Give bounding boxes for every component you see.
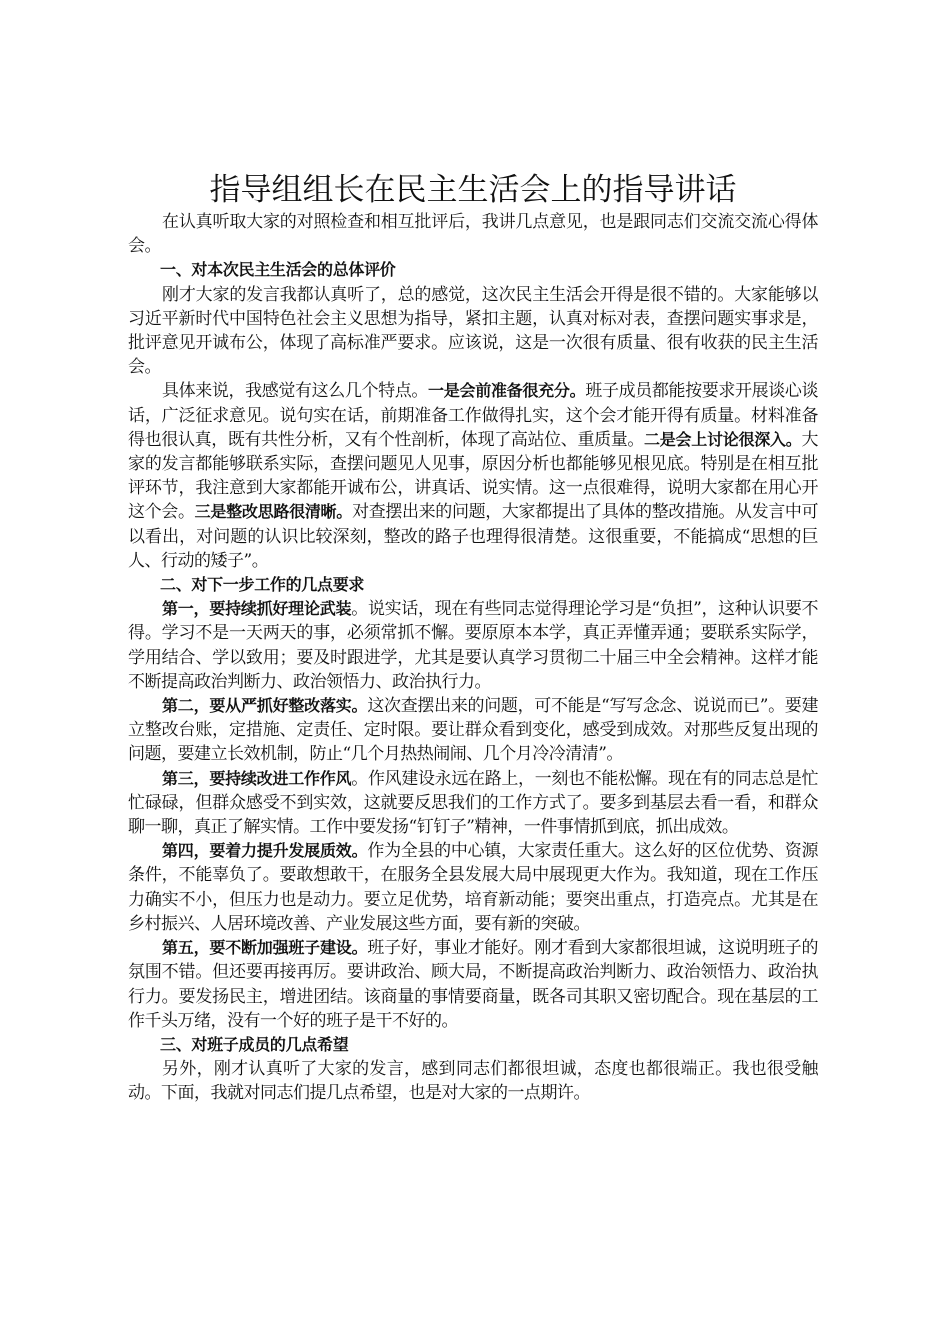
bold-lead: 第四，要着力提升发展质效。 xyxy=(162,841,368,861)
requirement-paragraph-3 xyxy=(128,767,818,840)
requirement-paragraph-2 xyxy=(128,694,818,767)
section-heading-2: 二、对下一步工作的几点要求 xyxy=(160,575,365,595)
bold-lead: 第五，要不断加强班子建设。 xyxy=(162,938,368,958)
document-page xyxy=(128,170,818,1106)
text-run: 具体来说，我感觉有这么几个特点。 xyxy=(162,381,429,402)
intro-paragraph: 在认真听取大家的对照检查和相互批评后，我讲几点意见，也是跟同志们交流交流心得体会。 xyxy=(128,212,818,257)
requirement-paragraph-4 xyxy=(128,839,818,936)
text-run: 这次查摆出来的问题，可不能是“写写念念、说说而已”。要建立整改台账，定措施、定责任、定时限。要让群众看到变化，感受到成效。对那些反复出现的问题，要建立长效机制，防止“几个月热热闹闹、几个月冷冷清清”。 xyxy=(128,696,818,765)
section-heading-3: 三、对班子成员的几点希望 xyxy=(160,1034,349,1054)
section-heading-1: 一、对本次民主生活会的总体评价 xyxy=(160,260,396,280)
bold-lead: 第一，要持续抓好理论武装 xyxy=(162,599,352,619)
bold-lead: 第二，要从严抓好整改落实。 xyxy=(162,696,368,716)
text-run: 大家的发言都能够联系实际，查摆问题见人见事，原因分析也都能够见根见底。特别是在相互批评环节，我注意到大家都能开诚布公，讲真话、说实情。这一点很难得，说明大家都在用心开这个会。 xyxy=(128,429,818,523)
bold-lead: 二是会上讨论很深入。 xyxy=(644,429,802,449)
text-run: 。说实话，现在有些同志觉得理论学习是“负担”，这种认识要不得。学习不是一天两天的事，必须常抓不懈。要原原本本学，真正弄懂弄通；要联系实际学，学用结合、学以致用；要及时跟进学，尤其是要认真学习贯彻二十届三中全会精神。这样才能不断提高政治判断力、政治领悟力、政治执行力。 xyxy=(128,599,818,692)
text-run: 班子成员都能按要求开展谈心谈话，广泛征求意见。说句实在话，前期准备工作做得扎实，这个会才能开得有质量。材料准备得也很认真，既有共性分析，又有个性剖析，体现了高站位、重质量。 xyxy=(128,381,818,450)
bold-lead: 第三，要持续改进工作作风 xyxy=(162,768,352,788)
section1-paragraph-1: 刚才大家的发言我都认真听了，总的感觉，这次民主生活会开得是很不错的。大家能够以习近平新时代中国特色社会主义思想为指导，紧扣主题，认真对标对表，查摆问题实事求是，批评意见开诚布公，体现了高标准严要求。应该说，这是一次很有质量、很有收获的民主生活会。 xyxy=(128,284,818,378)
section1-paragraph-2 xyxy=(128,379,818,573)
requirement-paragraph-5 xyxy=(128,936,818,1033)
bold-lead: 三是整改思路很清晰。 xyxy=(194,502,353,522)
bold-lead: 一是会前准备很充分。 xyxy=(428,381,586,401)
requirement-paragraph-1 xyxy=(128,597,818,694)
text-run: 。作风建设永远在路上，一刻也不能松懈。现在有的同志总是忙忙碌碌，但群众感受不到实效，这就要反思我们的工作方式了。要多到基层去看一看，和群众聊一聊，真正了解实情。工作中要发扬“钉钉子”精神，一件事情抓到底，抓出成效。 xyxy=(128,768,819,838)
document-title: 指导组组长在民主生活会上的指导讲话 xyxy=(209,172,737,208)
text-run: 对查摆出来的问题，大家都提出了具体的整改措施。从发言中可以看出，对问题的认识比较深刻，整改的路子也理得很清楚。这很重要，不能搞成“思想的巨人、行动的矮子”。 xyxy=(128,502,819,571)
text-run: 班子好，事业才能好。刚才看到大家都很坦诚，这说明班子的氛围不错。但还要再接再厉。要讲政治、顾大局，不断提高政治判断力、政治领悟力、政治执行力。要发扬民主，增进团结。该商量的事情要商量，既各司其职又密切配合。现在基层的工作千头万绪，没有一个好的班子是干不好的。 xyxy=(128,938,818,1031)
section3-paragraph-1: 另外，刚才认真听了大家的发言，感到同志们都很坦诚，态度也都很端正。我也很受触动。下面，我就对同志们提几点希望，也是对大家的一点期许。 xyxy=(128,1059,818,1104)
text-run: 作为全县的中心镇，大家责任重大。这么好的区位优势、资源条件，不能辜负了。要敢想敢干，在服务全县发展大局中展现更大作为。我知道，现在工作压力确实不小，但压力也是动力。要立足优势，培育新动能；要突出重点，打造亮点。尤其是在乡村振兴、人居环境改善、产业发展这些方面，要有新的突破。 xyxy=(128,841,818,934)
